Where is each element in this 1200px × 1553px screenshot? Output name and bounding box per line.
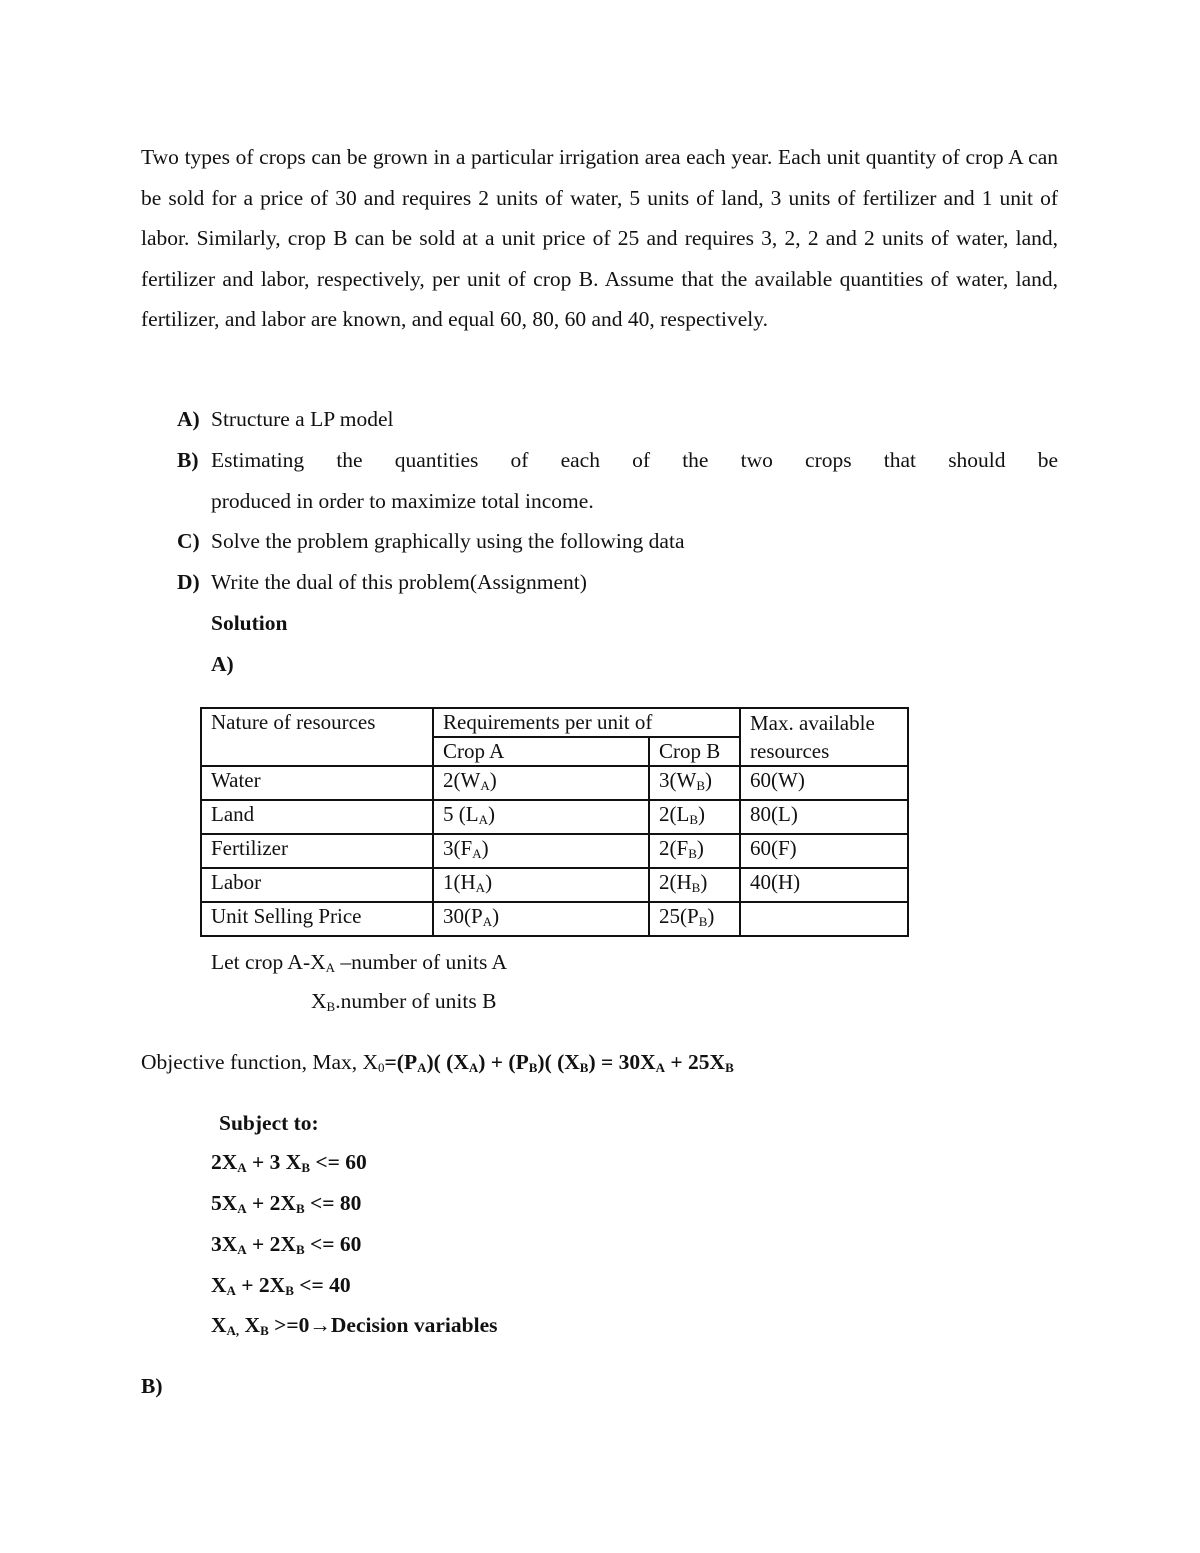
constraint-1: $2X_A + 3$ $X_B <= 60$ — [211, 1150, 367, 1175]
crop-a-cell: $2(W_A)$ — [433, 766, 649, 800]
max-cell: 80(L) — [740, 800, 908, 834]
crop-b-cell: $3(W_B)$ — [649, 766, 740, 800]
table-row — [201, 834, 908, 868]
header-crop-a: Crop A — [433, 737, 649, 766]
question-b-label: B) — [177, 448, 199, 472]
crop-b-cell: $2(L_B)$ — [649, 800, 740, 834]
row-name: Fertilizer — [201, 834, 433, 868]
problem-statement: Two types of crops can be grown in a particular irrigation area each year. Each unit quantity of crop A can be sold for a price of 30 and requires 2 units of water, 5 units of land, 3 units of fertilizer and 1 unit of labor. Similarly, crop B can be sold at a unit price of 25 and requires 3, 2, 2 and 2 units of water, land, fertilizer and labor, respectively, per unit of crop B. Assume that the available quantities of water, land, fertilizer, and labor are known, and equal 60, 80, 60 and 40, respectively. — [141, 145, 1058, 332]
header-crop-b: Crop B — [649, 737, 740, 766]
question-d-label: D) — [177, 570, 200, 594]
constraint-nonnegativity: $X_{A,}$ $X_B$ >=0→Decision variables — [211, 1313, 498, 1338]
solution-heading: Solution — [211, 611, 288, 635]
question-d-text: Write the dual of this problem(Assignment) — [211, 570, 587, 594]
row-name: Unit Selling Price — [201, 902, 433, 936]
row-name: Labor — [201, 868, 433, 902]
question-b-line2: produced in order to maximize total income. — [211, 488, 594, 513]
crop-a-cell: $1(H_A)$ — [433, 868, 649, 902]
question-c-text: Solve the problem graphically using the following data — [211, 529, 685, 553]
resource-table — [200, 707, 909, 937]
part-b-label: B) — [141, 1374, 163, 1398]
header-max: Max. available resources — [740, 708, 908, 766]
table-row — [201, 800, 908, 834]
table-row — [201, 902, 908, 936]
crop-b-cell: $25(P_B)$ — [649, 902, 740, 936]
question-b-line1: Estimating the quantities of each of the two crops that should be — [211, 448, 1058, 472]
max-cell: 60(W) — [740, 766, 908, 800]
crop-b-cell: $2(H_B)$ — [649, 868, 740, 902]
row-name: Land — [201, 800, 433, 834]
max-cell: 60(F) — [740, 834, 908, 868]
question-a-text: Structure a LP model — [211, 407, 394, 431]
let-line-a: Let crop $A-X_A$ –number of units A — [211, 950, 508, 975]
constraint-2: $5X_A + 2X_B <= 80$ — [211, 1191, 362, 1216]
crop-a-cell: $30(P_A)$ — [433, 902, 649, 936]
crop-b-cell: $2(F_B)$ — [649, 834, 740, 868]
question-c-label: C) — [177, 529, 200, 553]
header-nature: Nature of resources — [201, 708, 433, 737]
objective-function: Objective function, Max, $X_0=(P_A)$( $(X_A) + (P_B)$( $(X_B) = 30X_A + 25X_B$ — [141, 1050, 734, 1075]
let-line-b: $X_B.number$ of units B — [311, 989, 497, 1014]
crop-a-cell: 5 $(L_A)$ — [433, 800, 649, 834]
max-cell — [740, 902, 908, 936]
table-row — [201, 766, 908, 800]
part-a-label: A) — [211, 652, 234, 676]
table-row — [201, 868, 908, 902]
constraint-3: $3X_A + 2X_B <= 60$ — [211, 1232, 362, 1257]
subject-to-heading: Subject to: — [219, 1111, 319, 1135]
table-body — [201, 766, 908, 936]
question-a-label: A) — [177, 407, 200, 431]
max-cell: 40(H) — [740, 868, 908, 902]
crop-a-cell: $3(F_A)$ — [433, 834, 649, 868]
constraint-4: $X_A + 2X_B <= 40$ — [211, 1273, 351, 1298]
question-d — [177, 562, 587, 603]
header-requirements: Requirements per unit of — [433, 708, 740, 737]
question-a — [177, 399, 394, 440]
row-name: Water — [201, 766, 433, 800]
question-c — [177, 521, 685, 562]
question-b — [177, 440, 1058, 521]
